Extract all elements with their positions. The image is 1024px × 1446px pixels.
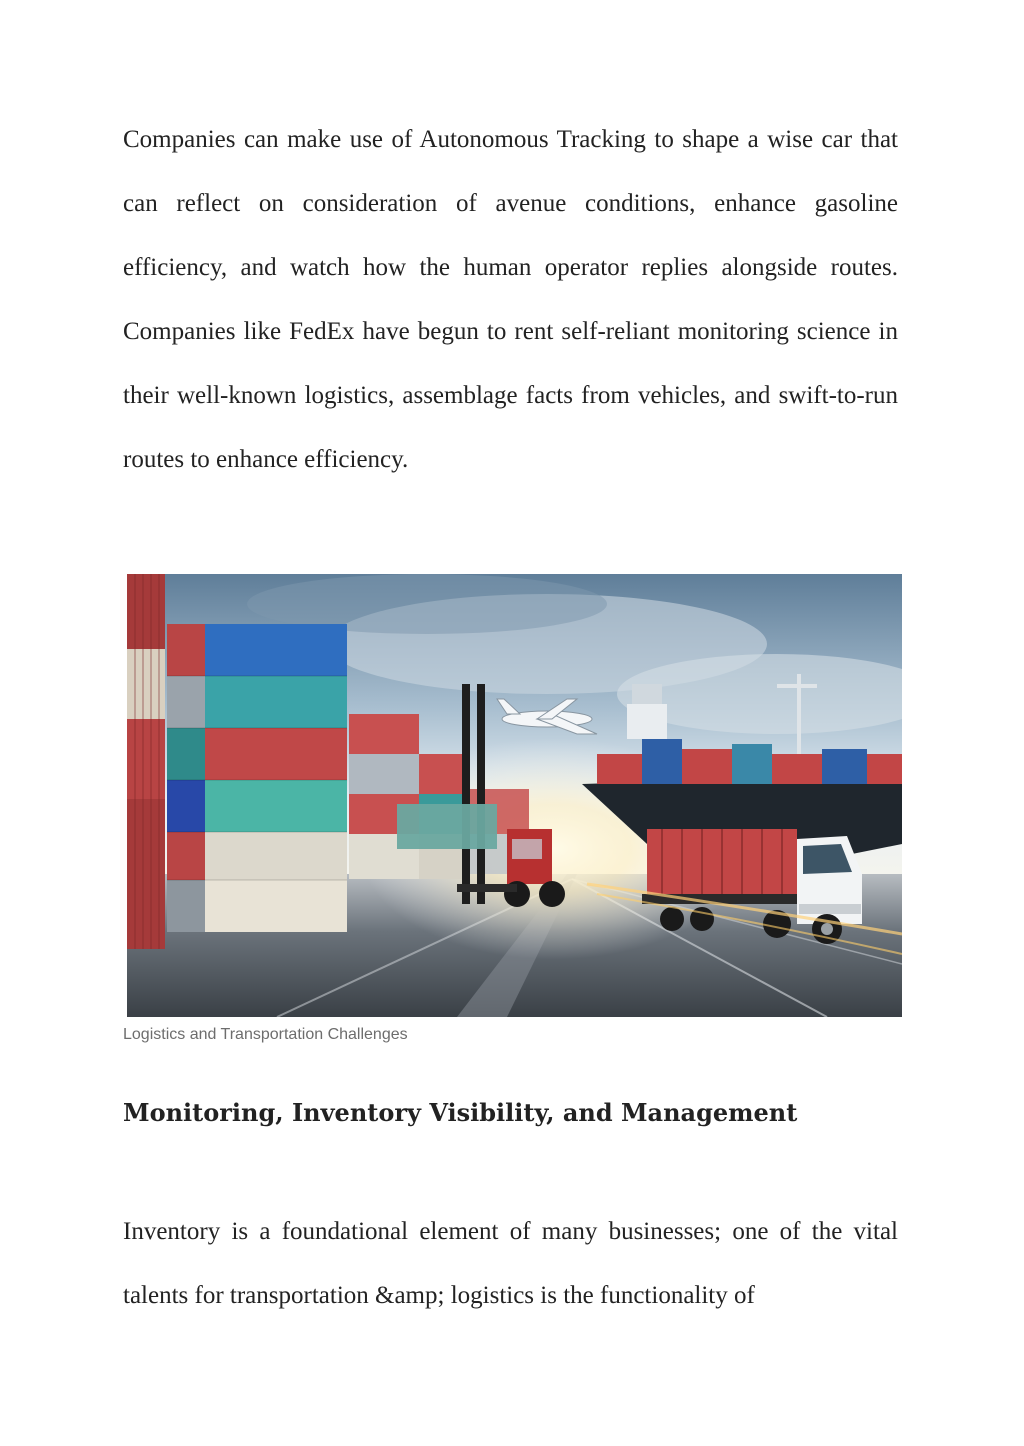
body-paragraph: Companies can make use of Autonomous Tracking to shape a wise car that can reflect on consideration of avenue conditions, enhance gasoline efficiency, and watch how the human operator replies alongside routes. Companies like FedEx have begun to rent self-reliant monitoring science in their well-known logistics, assemblage facts from vehicles, and swift-to-run routes to enhance efficiency. xyxy=(123,126,898,473)
logistics-illustration xyxy=(127,574,902,1017)
figure-caption: Logistics and Transportation Challenges xyxy=(123,1026,408,1043)
body-paragraph: Inventory is a foundational element of many businesses; one of the vital talents for transportation &amp; logistics is the functionality of xyxy=(123,1218,898,1309)
section-heading: Monitoring, Inventory Visibility, and Management xyxy=(123,1098,798,1127)
